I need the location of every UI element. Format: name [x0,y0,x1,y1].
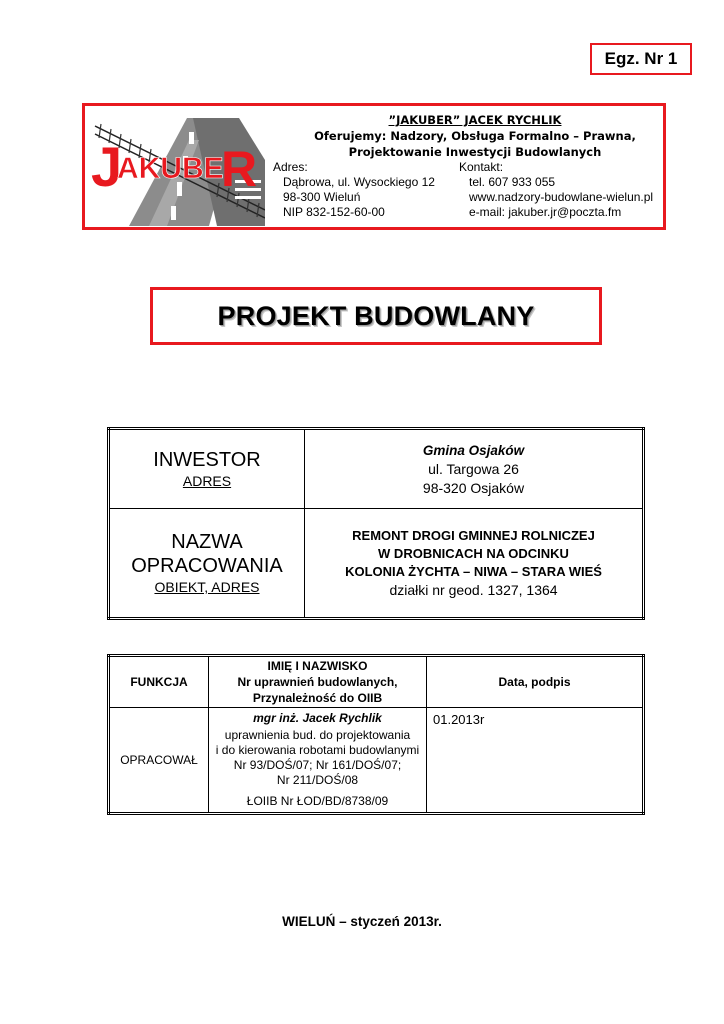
investor-value-cell [305,429,644,509]
address-line: 98-300 Wieluń [283,190,361,204]
roles-table [107,654,645,815]
project-info-table [107,427,645,620]
date-header-text: Data, podpis [498,675,571,689]
name-header-line: IMIĘ I NAZWISKO [267,659,368,673]
name-header [209,656,427,708]
name-header-line: Przynależność do OIIB [252,691,383,705]
copy-number-box [590,43,692,75]
company-header [82,103,666,230]
role-date-cell [427,708,644,814]
investor-street: ul. Targowa 26 [428,460,519,477]
function-header [109,656,209,708]
address-block [273,160,435,220]
project-name-1: REMONT DROGI GMINNEJ ROLNICZEJ [352,527,595,543]
project-label-1: NAZWA [171,531,243,553]
address-line: Dąbrowa, ul. Wysockiego 12 [283,175,435,189]
svg-text:J: J [91,135,123,198]
nip-line: NIP 832-152-60-00 [283,205,385,219]
company-offer: Oferujemy: Nadzory, Obsługa Formalno – Prawna, [314,129,636,143]
project-row [109,509,644,619]
company-offer-2: Projektowanie Inwestycji Budowlanych [348,145,602,159]
contact-block [459,160,653,220]
investor-label: INWESTOR [153,449,261,471]
company-name: ”JAKUBER” JACEK RYCHLIK [388,113,562,127]
role-oiib: ŁOIIB Nr ŁOD/BD/8738/09 [246,794,389,808]
svg-text:R: R [221,141,258,197]
project-name-3: KOLONIA ŻYCHTA – NIWA – STARA WIEŚ [345,563,602,579]
project-label-cell [109,509,305,619]
role-date: 01.2013r [433,712,485,727]
website-link[interactable]: www.nadzory-budowlane-wielun.pl [469,190,654,204]
company-info [285,112,665,160]
document-title-box [150,287,602,345]
copy-number: Egz. Nr 1 [604,49,678,68]
investor-row [109,429,644,509]
email-link[interactable]: e-mail: jakuber.jr@poczta.fm [469,205,622,219]
function-header-text: FUNKCJA [130,675,188,689]
roles-row [109,708,644,814]
roles-header-row [109,656,644,708]
role-detail: uprawnienia bud. do projektowania [224,728,411,742]
role-function: OPRACOWAŁ [120,752,198,767]
role-function-cell [109,708,209,814]
footer-place-date: WIELUŃ – styczeń 2013r. [282,914,442,929]
role-person-name: mgr inż. Jacek Rychlik [253,711,382,725]
project-plots: działki nr geod. 1327, 1364 [389,581,558,598]
address-label: Adres: [273,160,308,174]
investor-label-cell [109,429,305,509]
role-detail: i do kierowania robotami budowlanymi [215,743,420,757]
svg-text:AKUBE: AKUBE [117,152,224,185]
investor-city: 98-320 Osjaków [422,479,525,496]
jakuber-logo [89,110,265,226]
project-value-cell [305,509,644,619]
project-sublabel: OBIEKT, ADRES [154,579,260,595]
role-detail: Nr 93/DOŚ/07; Nr 161/DOŚ/07; [233,758,402,772]
project-label-2: OPRACOWANIA [131,555,283,577]
role-detail: Nr 211/DOŚ/08 [276,773,359,787]
name-header-line: Nr uprawnień budowlanych, [237,675,398,689]
investor-sublabel: ADRES [182,473,232,489]
date-header [427,656,644,708]
contact-label: Kontakt: [459,160,504,174]
role-person-cell [209,708,427,814]
document-title: PROJEKT BUDOWLANY [217,300,535,331]
investor-name: Gmina Osjaków [422,442,525,458]
phone-line: tel. 607 933 055 [469,175,556,189]
project-name-2: W DROBNICACH NA ODCINKU [378,545,569,561]
